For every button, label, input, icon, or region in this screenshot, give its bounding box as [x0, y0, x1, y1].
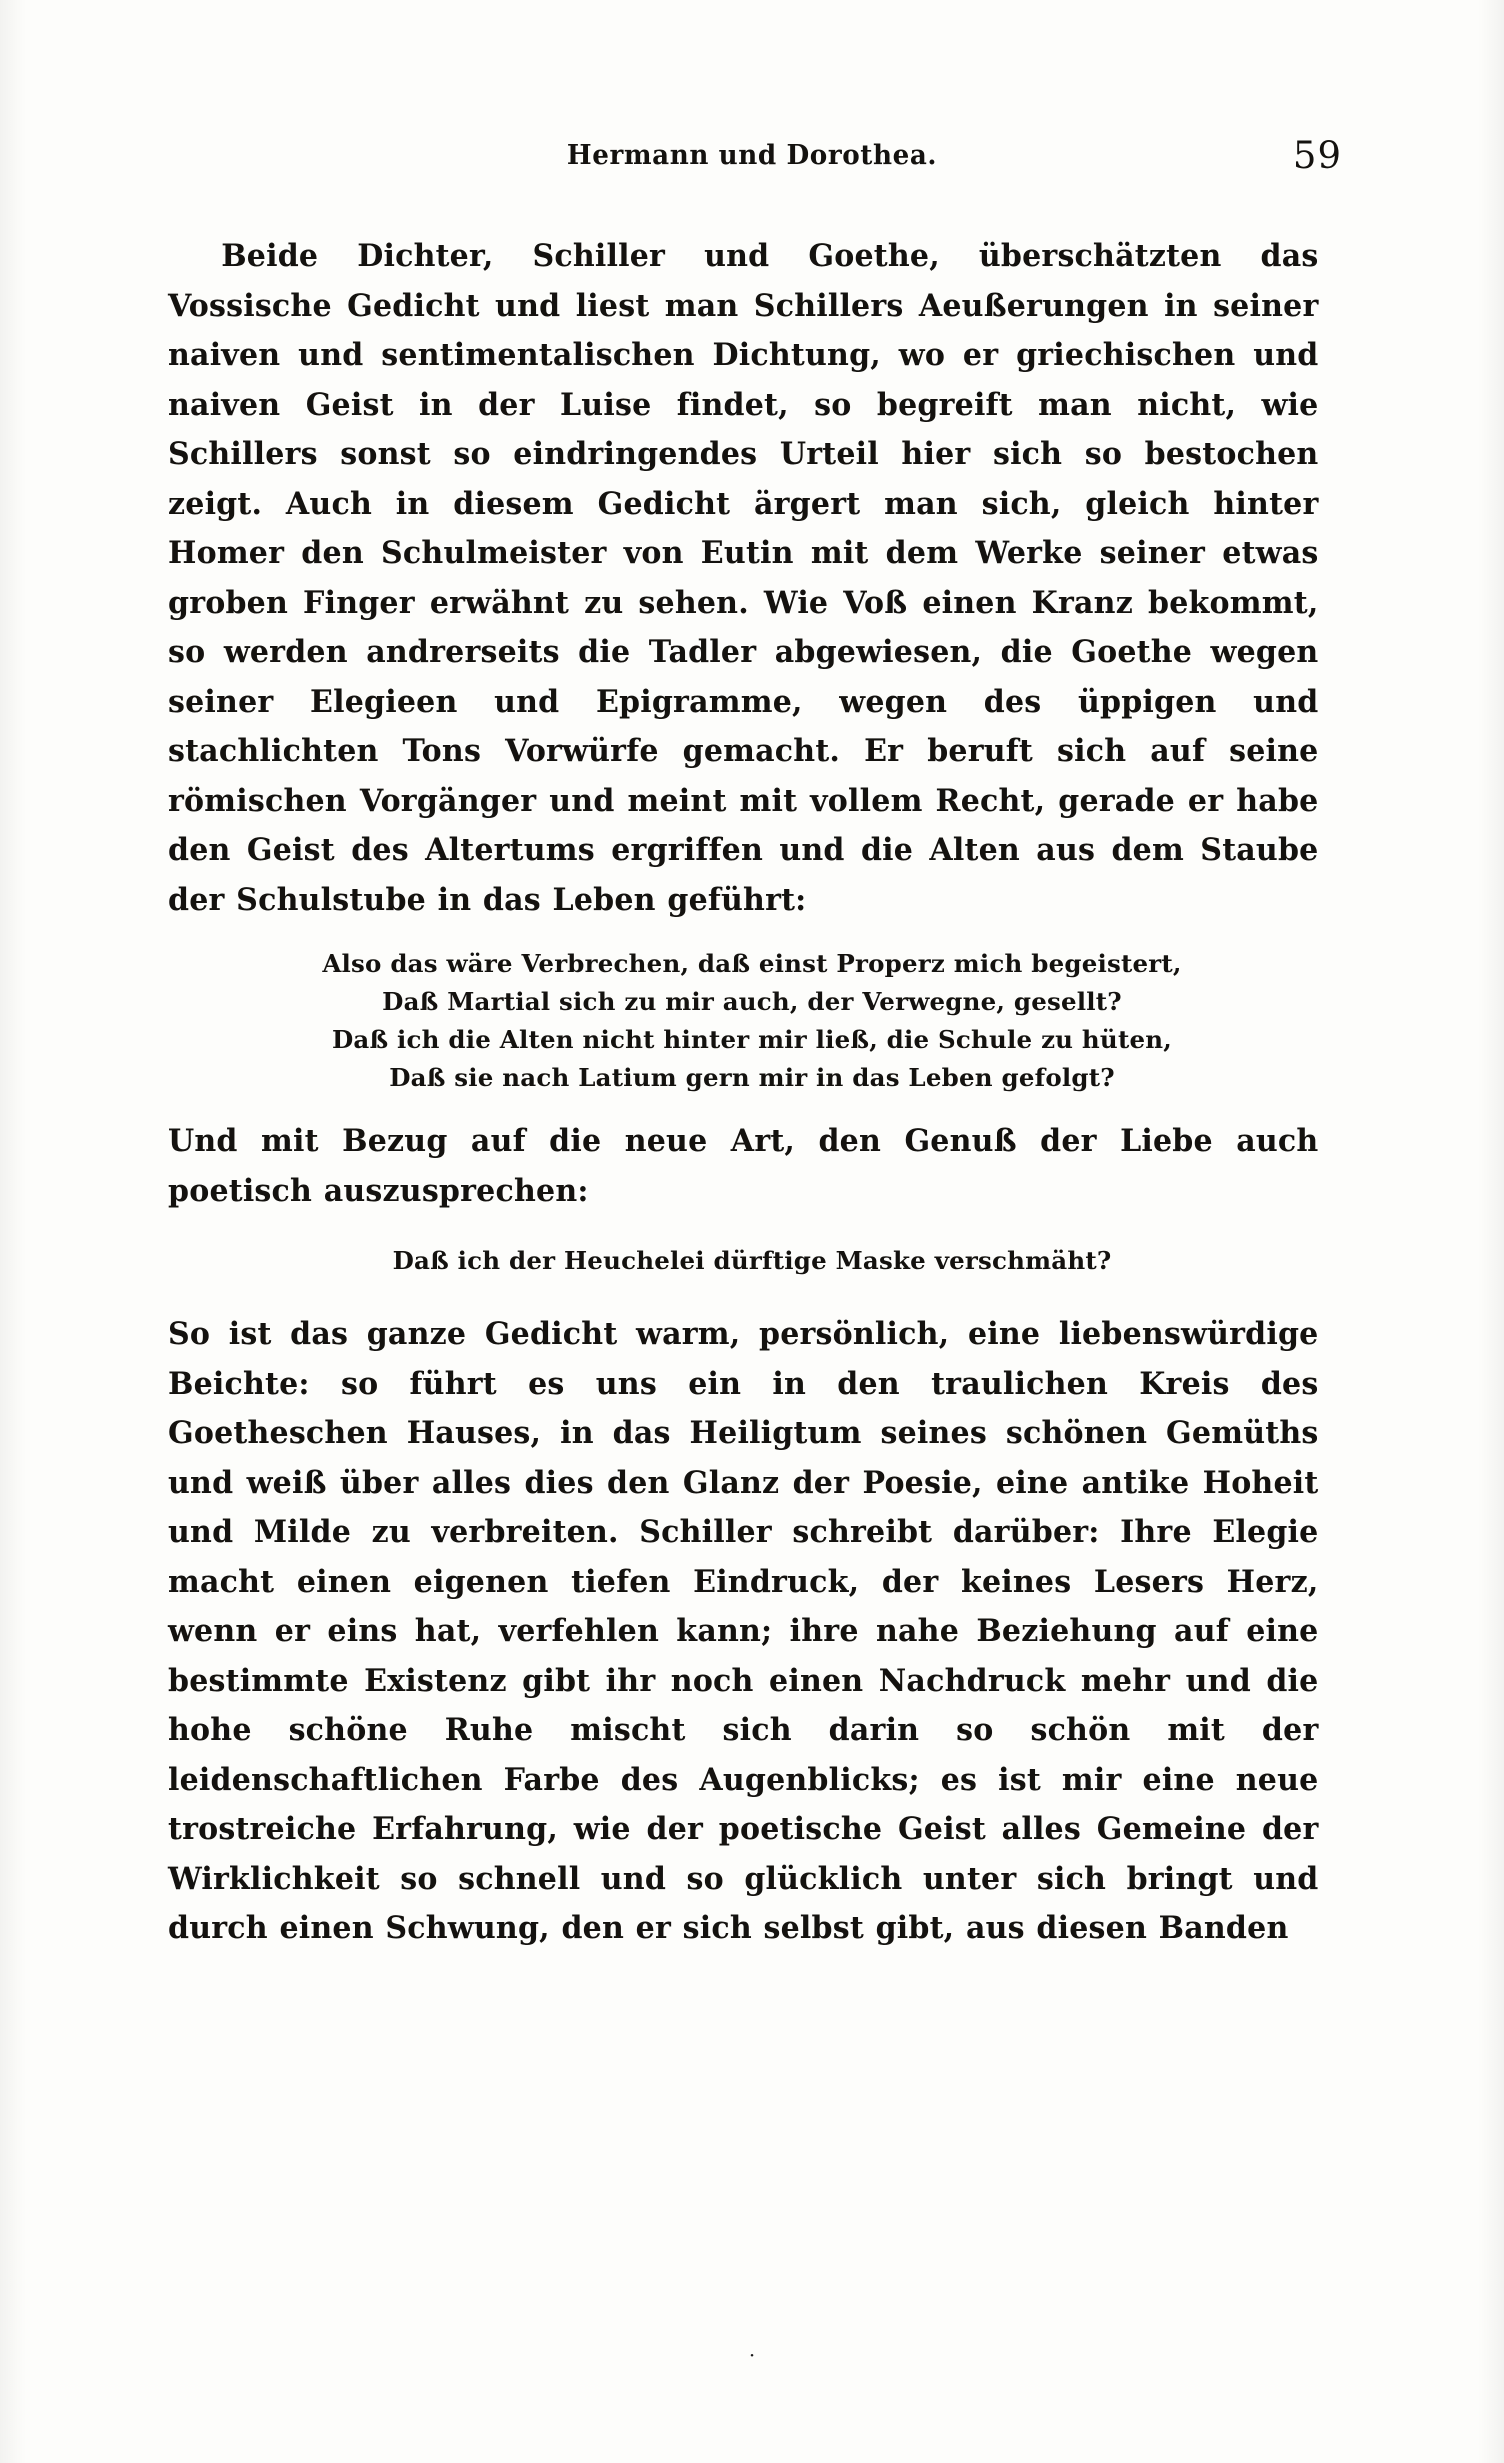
text-block: [168, 232, 1336, 1954]
verse-quote-1: [168, 945, 1336, 1097]
verse-line: Daß Martial sich zu mir auch, der Verwegne, gesellt?: [382, 987, 1122, 1016]
paragraph-1: Beide Dichter, Schiller und Goethe, überschätzten das Vossische Gedicht und liest man Schillers Aeußerungen in seiner naiven und sentimentalischen Dichtung, wo er griechischen und naiven Geist in der Luise findet, so begreift man nicht, wie Schillers sonst so eindringendes Urteil hier sich so bestochen zeigt. Auch in diesem Gedicht ärgert man sich, gleich hinter Homer den Schulmeister von Eutin mit dem Werke seiner etwas groben Finger erwähnt zu sehen. Wie Voß einen Kranz bekommt, so werden andrerseits die Tadler abgewiesen, die Goethe wegen seiner Elegieen und Epigramme, wegen des üppigen und stachlichten Tons Vorwürfe gemacht. Er beruft sich auf seine römischen Vorgänger und meint mit vollem Recht, gerade er habe den Geist des Altertums ergriffen und die Alten aus dem Staube der Schulstube in das Leben geführt:: [168, 238, 1319, 918]
verse-line: Daß ich die Alten nicht hinter mir ließ, die Schule zu hüten,: [331, 1025, 1172, 1054]
running-title: Hermann und Dorothea.: [566, 140, 938, 171]
page-edge-shadow-right: [1478, 0, 1504, 2463]
page-edge-shadow-left: [0, 0, 26, 2463]
verse-line: Daß ich der Heuchelei dürftige Maske verschmäht?: [392, 1246, 1112, 1275]
paragraph-2: Und mit Bezug auf die neue Art, den Genuß der Liebe auch poetisch auszusprechen:: [168, 1123, 1319, 1209]
verse-line: Also das wäre Verbrechen, daß einst Properz mich begeistert,: [322, 949, 1182, 978]
paragraph-3: So ist das ganze Gedicht warm, persönlich, eine liebenswürdige Beichte: so führt es uns ein in den traulichen Kreis des Goetheschen Hauses, in das Heiligtum seines schönen Gemüths und weiß über alles dies den Glanz der Poesie, eine antike Hoheit und Milde zu verbreiten. Schiller schreibt darüber: Ihre Elegie macht einen eigenen tiefen Eindruck, der keines Lesers Herz, wenn er eins hat, verfehlen kann; ihre nahe Beziehung auf eine bestimmte Existenz gibt ihr noch einen Nachdruck mehr und die hohe schöne Ruhe mischt sich darin so schön mit der leidenschaftlichen Farbe des Augenblicks; es ist mir eine neue trostreiche Erfahrung, wie der poetische Geist alles Gemeine der Wirklichkeit so schnell und so glücklich unter sich bringt und durch einen Schwung, den er sich selbst gibt, aus diesen Banden: [168, 1316, 1319, 1946]
verse-line: Daß sie nach Latium gern mir in das Leben gefolgt?: [389, 1063, 1115, 1092]
page-header: [0, 134, 1504, 192]
page-number: 59: [1292, 134, 1342, 177]
verse-quote-2: [168, 1242, 1336, 1280]
footer-mark: ·: [748, 2343, 756, 2367]
